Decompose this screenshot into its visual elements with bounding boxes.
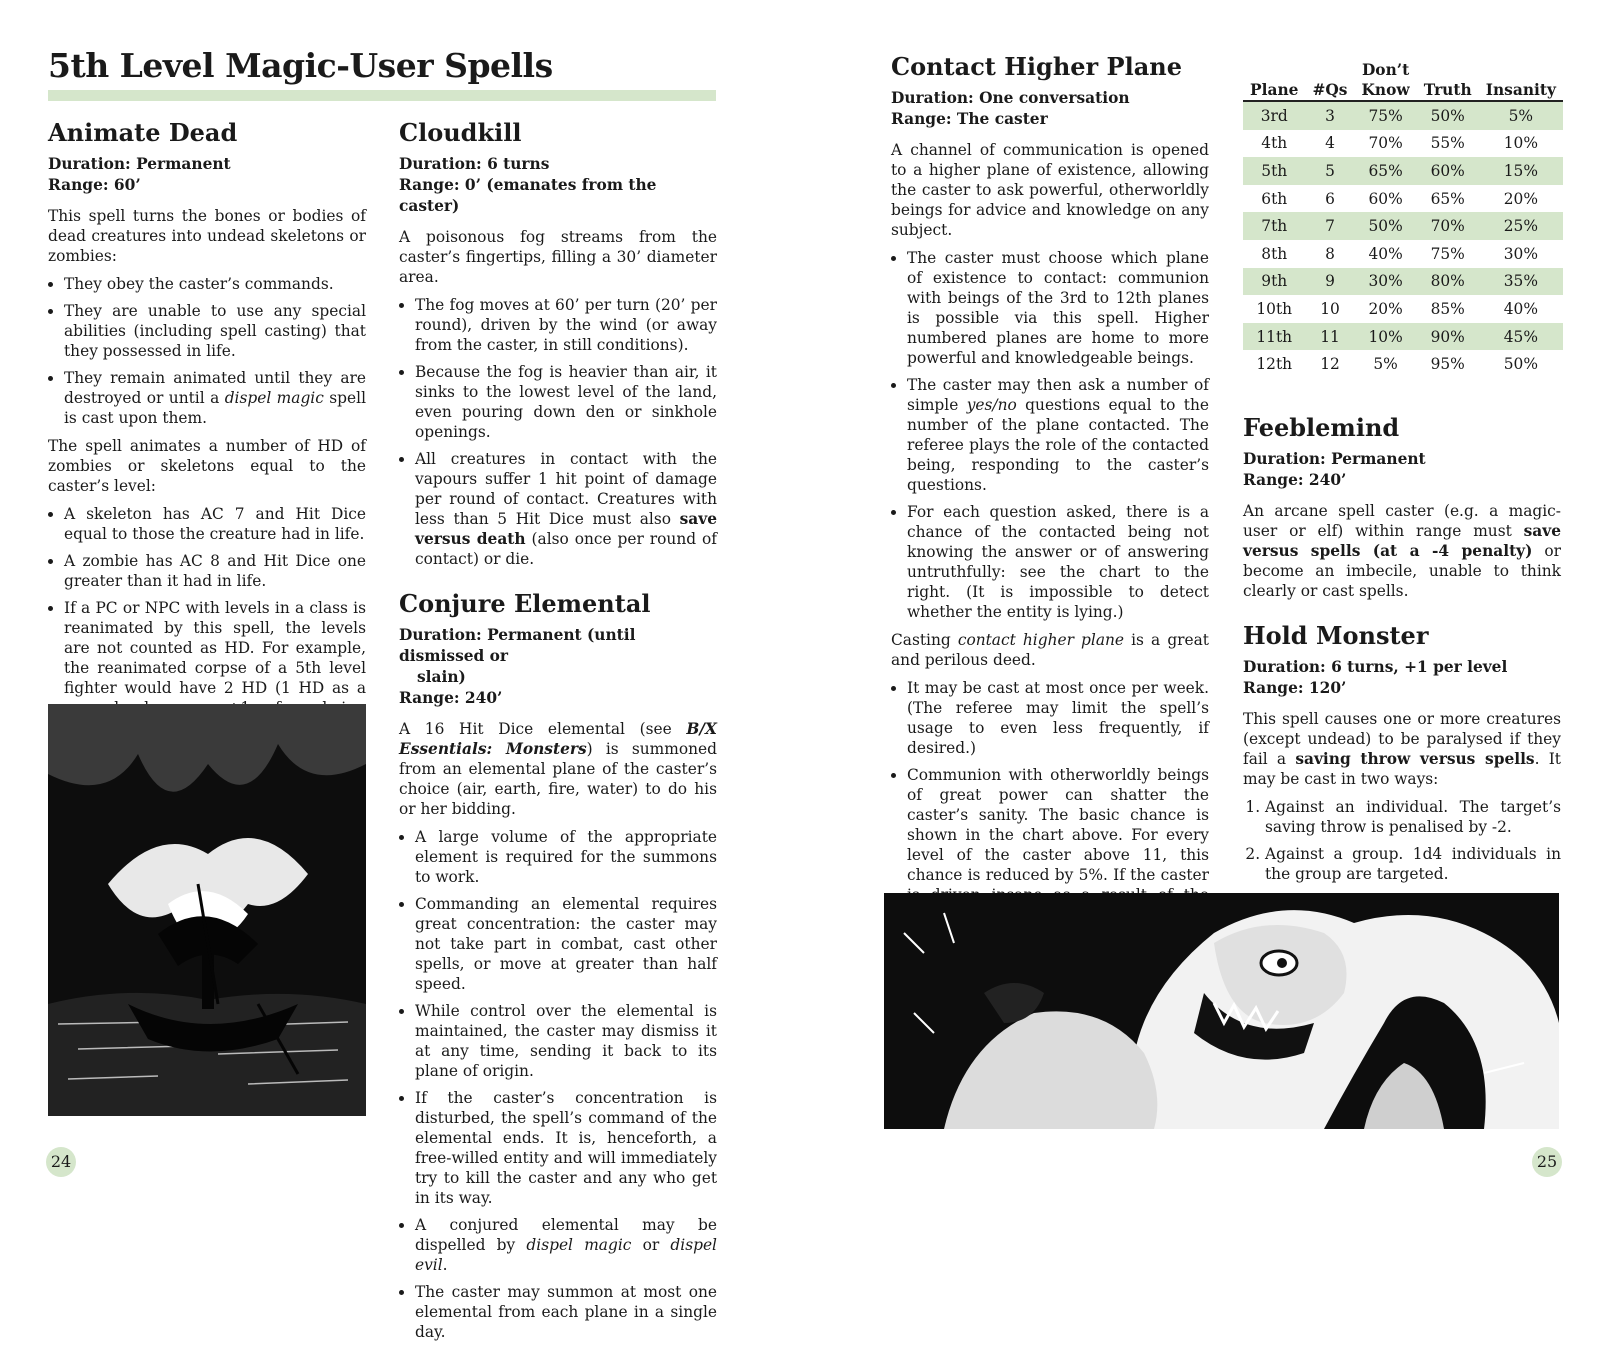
table-cell: 5% bbox=[1508, 106, 1534, 125]
table-cell: 5% bbox=[1373, 355, 1398, 374]
illustration-boat-drawing bbox=[48, 704, 366, 1116]
table-cell: 60% bbox=[1368, 189, 1403, 208]
spell-description: This spell causes one or more creatures (except undead) to be paralysed if they fail a saving throw versus spells. It may be cast in two ways: bbox=[1243, 710, 1561, 788]
table-cell: 4 bbox=[1325, 134, 1335, 153]
list-item: • A skeleton has AC 7 and Hit Dice equal to those the creature had in life. bbox=[64, 504, 366, 544]
spell-range: Range: The caster bbox=[891, 110, 1048, 128]
table-cell: 5th bbox=[1261, 161, 1288, 180]
spell-range: Range: 240’ bbox=[1243, 471, 1347, 489]
table-row bbox=[1243, 350, 1563, 378]
list-item: • They remain animated until they are destroyed or until a dispel magic spell is cast upon them. bbox=[64, 368, 366, 428]
table-cell: 11th bbox=[1256, 327, 1293, 346]
table-cell: 7th bbox=[1261, 217, 1288, 236]
table-row bbox=[1243, 101, 1563, 130]
table-cell: 70% bbox=[1368, 134, 1403, 153]
spell-title-hold-monster: Hold Monster bbox=[1243, 621, 1429, 650]
spell-duration: Duration: Permanent bbox=[1243, 450, 1426, 468]
table-cell: 11 bbox=[1320, 327, 1340, 346]
spell-title-animate-dead: Animate Dead bbox=[48, 118, 238, 147]
spell-range: Range: 0’ (emanates from the caster) bbox=[399, 176, 657, 215]
table-cell: 20% bbox=[1368, 299, 1403, 318]
spell-duration: Duration: Permanent bbox=[48, 155, 231, 173]
list-item: • The caster may then ask a number of simple yes/no questions equal to the number of the plane contacted. The referee plays the role of the contacted being, responding to the caster’s questions. bbox=[907, 375, 1209, 495]
table-cell: 15% bbox=[1503, 161, 1538, 180]
list-item: 2. Against a group. 1d4 individuals in the group are targeted. bbox=[1265, 844, 1561, 884]
list-item: • It may be cast at most once per week. (The referee may limit the spell’s usage to even less frequently, if desired.) bbox=[907, 678, 1209, 758]
list-item: • They are unable to use any special abilities (including spell casting) that they possessed in life. bbox=[64, 301, 366, 361]
spell-duration: Duration: One conversation bbox=[891, 89, 1130, 107]
table-cell: 25% bbox=[1503, 217, 1538, 236]
table-cell: 3 bbox=[1325, 106, 1335, 125]
spell-range: Range: 120’ bbox=[1243, 679, 1347, 697]
table-cell: 40% bbox=[1503, 299, 1538, 318]
table-cell: 12 bbox=[1320, 355, 1340, 374]
table-cell: 10% bbox=[1368, 327, 1403, 346]
spell-description: This spell turns the bones or bodies of dead creatures into undead skeletons or zombies: bbox=[48, 207, 366, 265]
chapter-title-bar bbox=[48, 90, 716, 101]
page-number-right: 25 bbox=[1532, 1147, 1562, 1177]
table-cell: 6 bbox=[1325, 189, 1335, 208]
numbered-list bbox=[1243, 797, 1561, 884]
spell-title-cloudkill: Cloudkill bbox=[399, 118, 522, 147]
spell-title-conjure-elemental: Conjure Elemental bbox=[399, 589, 651, 618]
table-cell: 60% bbox=[1430, 161, 1465, 180]
table-cell: 3rd bbox=[1260, 106, 1288, 125]
page-number-left: 24 bbox=[46, 1147, 76, 1177]
spell-duration: Duration: 6 turns, +1 per level bbox=[1243, 658, 1508, 676]
list-item: • If the caster’s concentration is disturbed, the spell’s command of the elemental ends. It is, henceforth, a free-willed entity and will immediately try to kill the caster and any who get in its way. bbox=[415, 1088, 717, 1208]
table-cell: 35% bbox=[1503, 272, 1538, 291]
table-cell: 95% bbox=[1430, 355, 1465, 374]
table-cell: 50% bbox=[1368, 217, 1403, 236]
illustration-boat bbox=[48, 704, 366, 1116]
table-cell: 10th bbox=[1256, 299, 1293, 318]
list-item: 1. Against an individual. The target’s saving throw is penalised by -2. bbox=[1265, 797, 1561, 837]
table-cell: 75% bbox=[1368, 106, 1403, 125]
table-cell: 85% bbox=[1430, 299, 1465, 318]
table-cell: 40% bbox=[1368, 244, 1403, 263]
table-header-insanity: Insanity bbox=[1479, 80, 1563, 101]
table-cell: 55% bbox=[1430, 134, 1465, 153]
spell-description: Casting contact higher plane is a great and perilous deed. bbox=[891, 631, 1209, 669]
spell-description: A 16 Hit Dice elemental (see B/X Essentials: Monsters) is summoned from an elemental plane of the caster’s choice (air, earth, fire, water) to do his or her bidding. bbox=[399, 720, 717, 818]
table-cell: 50% bbox=[1430, 106, 1465, 125]
table-cell: 12th bbox=[1256, 355, 1293, 374]
bullet-list bbox=[399, 295, 717, 569]
table-cell: 80% bbox=[1430, 272, 1465, 291]
plane-table-wrapper bbox=[1243, 60, 1563, 378]
table-cell: 10 bbox=[1320, 299, 1340, 318]
table-cell: 30% bbox=[1368, 272, 1403, 291]
list-item: • All creatures in contact with the vapours suffer 1 hit point of damage per round of contact. Creatures with less than 5 Hit Dice must also save versus death (also once per round of contact) or die. bbox=[415, 449, 717, 569]
illustration-serpent bbox=[884, 893, 1559, 1129]
table-row bbox=[1243, 323, 1563, 351]
table-row bbox=[1243, 212, 1563, 240]
table-cell: 7 bbox=[1325, 217, 1335, 236]
cloudkill-section bbox=[399, 118, 717, 1350]
table-cell: 8th bbox=[1261, 244, 1288, 263]
table-row bbox=[1243, 240, 1563, 268]
table-cell: 65% bbox=[1368, 161, 1403, 180]
list-item: • Communion with otherworldly beings of great power can shatter the caster’s sanity. The basic chance is shown in the chart above. For every level of the caster above 11, this chance is reduced by 5%. If the caster bbox=[907, 765, 1209, 965]
spell-description: An arcane spell caster (e.g. a magic-user or elf) within range must save versus spells (at a -4 penalty) or become an imbecile, unable to think clearly or cast spells. bbox=[1243, 502, 1562, 600]
table-cell: 6th bbox=[1261, 189, 1288, 208]
table-row bbox=[1243, 185, 1563, 213]
table-cell: 50% bbox=[1503, 355, 1538, 374]
list-item: • Because the fog is heavier than air, it sinks to the lowest level of the land, even pouring down den or sinkhole openings. bbox=[415, 362, 717, 442]
table-cell: 9th bbox=[1261, 272, 1288, 291]
table-row bbox=[1243, 157, 1563, 185]
table-header-plane: Plane bbox=[1243, 80, 1305, 101]
table-cell: 65% bbox=[1430, 189, 1465, 208]
spell-duration-cont: slain) bbox=[417, 668, 466, 686]
list-item: • They obey the caster’s commands. bbox=[64, 274, 366, 294]
chapter-title: 5th Level Magic-User Spells bbox=[48, 46, 553, 85]
list-item: • Commanding an elemental requires great concentration: the caster may not take part in combat, cast other spells, or move at greater than half speed. bbox=[415, 894, 717, 994]
list-item: • A large volume of the appropriate element is required for the summons to work. bbox=[415, 827, 717, 887]
contact-higher-plane-section bbox=[891, 52, 1209, 973]
spell-duration: Duration: 6 turns bbox=[399, 155, 550, 173]
table-row bbox=[1243, 268, 1563, 296]
spell-range: Range: 240’ bbox=[399, 689, 503, 707]
table-cell: 30% bbox=[1503, 244, 1538, 263]
table-cell: 4th bbox=[1261, 134, 1288, 153]
table-cell: 90% bbox=[1430, 327, 1465, 346]
table-cell: 10% bbox=[1503, 134, 1538, 153]
list-item: • A zombie has AC 8 and Hit Dice one greater than it had in life. bbox=[64, 551, 366, 591]
table-header-truth: Truth bbox=[1417, 80, 1479, 101]
spell-title-feeblemind: Feeblemind bbox=[1243, 413, 1400, 442]
list-item: • A conjured elemental may be dispelled by dispel magic or dispel evil. bbox=[415, 1215, 717, 1275]
illustration-serpent-drawing bbox=[884, 893, 1559, 1129]
list-item: • The caster must choose which plane of existence to contact: communion with beings of the 3rd to 12th planes is possible via this spell. Higher numbered planes are home to more powerful and knowledgeable beings. bbox=[907, 248, 1209, 368]
list-item: • If a PC or NPC with levels in a class is reanimated by this spell, the levels are not counted as HD. For example, the reanimated corpse of a 5th level fighter would have 2 HD (1 HD as a bbox=[64, 598, 366, 738]
table-cell: 9 bbox=[1325, 272, 1335, 291]
spell-range: Range: 60’ bbox=[48, 176, 141, 194]
plane-table bbox=[1243, 60, 1563, 378]
spell-description: The spell animates a number of HD of zombies or skeletons equal to the caster’s level: bbox=[48, 437, 366, 495]
table-cell: 20% bbox=[1503, 189, 1538, 208]
table-cell: 5 bbox=[1325, 161, 1335, 180]
table-header-qs: #Qs bbox=[1305, 80, 1354, 101]
table-row bbox=[1243, 295, 1563, 323]
list-item: • For each question asked, there is a chance of the contacted being not knowing the answer or of answering untruthfully: see the chart to the right. (It is impossible to detect whether the entity is lying.) bbox=[907, 502, 1209, 622]
list-item: • While control over the elemental is maintained, the caster may dismiss it at any time, sending it back to its plane of origin. bbox=[415, 1001, 717, 1081]
spell-description: A channel of communication is opened to a higher plane of existence, allowing the caster to ask powerful, otherworldly beings for advice and knowledge on any subject. bbox=[891, 141, 1209, 239]
bullet-list bbox=[48, 274, 366, 428]
table-cell: 70% bbox=[1430, 217, 1465, 236]
table-row bbox=[1243, 130, 1563, 158]
bullet-list bbox=[48, 504, 366, 738]
bullet-list bbox=[891, 248, 1209, 622]
table-header-dont: Don’t bbox=[1361, 61, 1410, 79]
spell-description: A poisonous fog streams from the caster’s fingertips, filling a 30’ diameter area. bbox=[399, 228, 717, 286]
feeblemind-section bbox=[1243, 413, 1561, 892]
list-item: • The fog moves at 60’ per turn (20’ per round), driven by the wind (or away from the caster, in still conditions). bbox=[415, 295, 717, 355]
bullet-list bbox=[399, 827, 717, 1342]
spell-title-contact-higher-plane: Contact Higher Plane bbox=[891, 52, 1182, 81]
spell-duration: Duration: Permanent (until dismissed or bbox=[399, 626, 636, 665]
list-item: • The caster may summon at most one elemental from each plane in a single day. bbox=[415, 1282, 717, 1342]
table-cell: 8 bbox=[1325, 244, 1335, 263]
table-header-know: Know bbox=[1355, 80, 1417, 101]
table-cell: 45% bbox=[1503, 327, 1538, 346]
table-cell: 75% bbox=[1430, 244, 1465, 263]
animate-dead-section bbox=[48, 118, 366, 746]
